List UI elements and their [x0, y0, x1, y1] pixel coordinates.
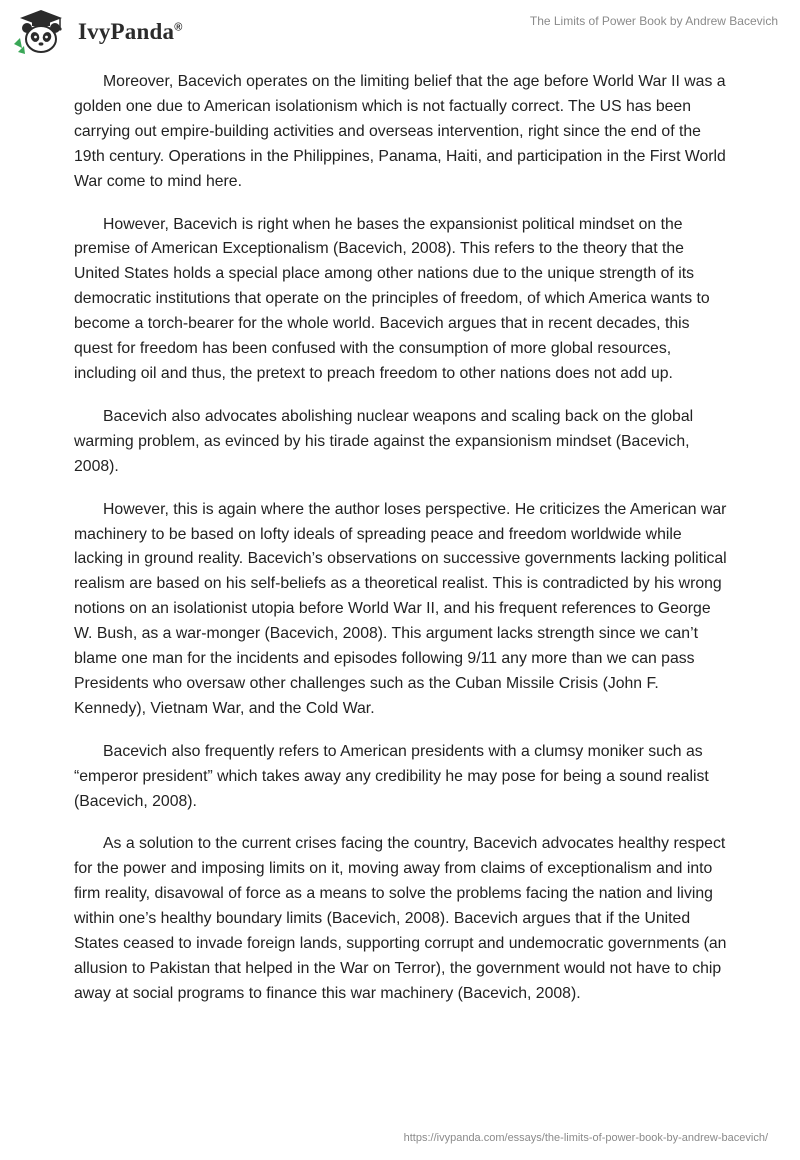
- document-title: The Limits of Power Book by Andrew Bacevich: [529, 14, 778, 28]
- source-url[interactable]: https://ivypanda.com/essays/the-limits-of-power-book-by-andrew-bacevich/: [403, 1132, 768, 1144]
- paragraph-2: However, Bacevich is right when he bases the expansionist political mindset on the premise of American Exceptionalism (Bacevich, 2008). This refers to the theory that the United States holds a special place among other nations due to the unique strength of its democratic institutions that operate on the principles of freedom, of which America wants to become a torch-bearer for the whole world. Bacevich argues that in recent decades, this quest for freedom has been confused with the consumption of more global resources, including oil and thus, the pretext to preach freedom to other nations does not add up.: [74, 215, 710, 382]
- registered-mark: ®: [174, 21, 183, 34]
- brand-name: IvyPanda®: [78, 19, 183, 44]
- paragraph-5: Bacevich also frequently refers to American presidents with a clumsy moniker such as “emperor president” which takes away any credibility he may pose for being a sound realist (Bacevich, 2008).: [74, 742, 709, 810]
- panda-graduate-icon: [10, 8, 72, 56]
- paragraph-3: Bacevich also advocates abolishing nuclear weapons and scaling back on the global warming problem, as evinced by his tirade against the expansionism mindset (Bacevich, 2008).: [74, 407, 694, 475]
- brand-logo[interactable]: [10, 8, 183, 56]
- paragraph-4: However, this is again where the author loses perspective. He criticizes the American war machinery to be based on lofty ideals of spreading peace and freedom worldwide while lacking in ground reality. Bacevich’s observations on successive governments lacking political realism are based on his self-beliefs as a theoretical realist. This is contradicted by his wrong notions on an isolationist utopia before World War II, and his frequent references to George W. Bush, as a war-monger (Bacevich, 2008). This argument lacks strength since we can’t blame one man for the incidents and episodes following 9/11 any more than we can pass Presidents who oversaw other challenges such as the Cuban Missile Crisis (John F. Kennedy), Vietnam War, and the Cold War.: [74, 500, 727, 717]
- paragraph-6: As a solution to the current crises facing the country, Bacevich advocates healthy respect for the power and imposing limits on it, moving away from claims of exceptionalism and into firm reality, disavowal of force as a means to solve the problems facing the nation and living within one’s healthy boundary limits (Bacevich, 2008). Bacevich argues that if the United States ceased to invade foreign lands, supporting corrupt and undemocratic governments (an allusion to Pakistan that helped in the War on Terror), the government would not have to chip away at social programs to finance this war machinery (Bacevich, 2008).: [74, 835, 727, 1002]
- page-header: [0, 0, 800, 60]
- paragraph-1: Moreover, Bacevich operates on the limiting belief that the age before World War II was a golden one due to American isolationism which is not factually correct. The US has been carrying out empire-building activities and overseas intervention, right since the end of the 19th century. Operations in the Philippines, Panama, Haiti, and participation in the First World War come to mind here.: [74, 73, 726, 190]
- essay-body: [74, 70, 730, 1025]
